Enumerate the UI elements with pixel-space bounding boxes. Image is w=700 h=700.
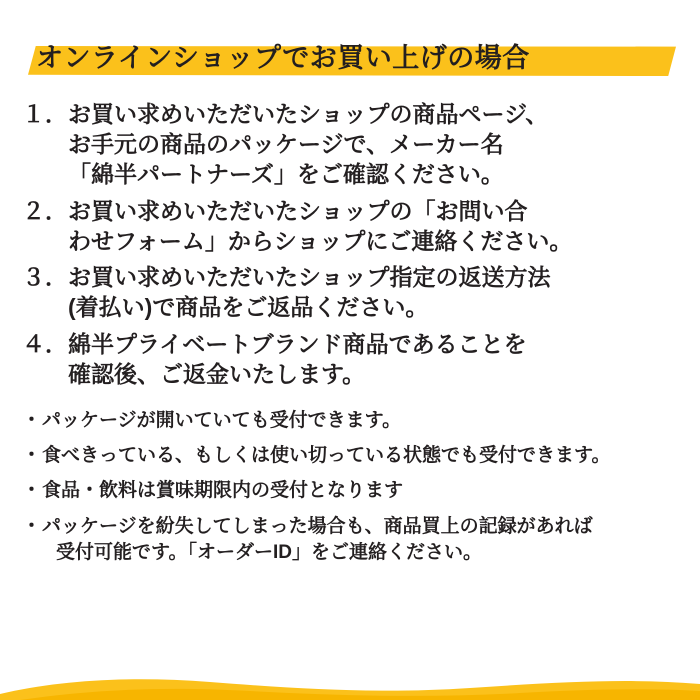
bullet-marker: ・ — [22, 515, 42, 537]
note-line: 受付可能です。「オーダーID」をご連絡ください。 — [56, 541, 482, 563]
step-line: お買い求めいただいたショップの「お問い合 — [68, 197, 528, 224]
step-number: ２． — [22, 197, 68, 224]
notes-list — [22, 408, 678, 566]
step-body — [68, 197, 678, 257]
step-body — [68, 100, 678, 190]
note-body — [42, 408, 678, 434]
list-item — [22, 197, 678, 257]
step-line: お買い求めいただいたショップ指定の返送方法 — [68, 264, 551, 291]
list-item — [22, 514, 678, 566]
bullet-marker: ・ — [22, 410, 42, 432]
step-line: 「綿半パートナーズ」をご確認ください。 — [68, 160, 504, 187]
step-number: １． — [22, 101, 68, 127]
bullet-marker: ・ — [22, 480, 42, 502]
list-item — [22, 100, 678, 190]
page-title — [22, 30, 678, 86]
step-line: お手元の商品のパッケージで、メーカー名 — [68, 130, 504, 157]
step-line: 綿半プライベートブランド商品であることを — [68, 331, 527, 358]
note-body — [42, 478, 678, 504]
step-line: 確認後、ご返金いたします。 — [68, 361, 366, 388]
step-number: ４． — [22, 331, 68, 358]
heading-text: オンラインショップでお買い上げの場合 — [36, 43, 530, 73]
list-item — [22, 443, 678, 469]
list-item — [22, 263, 678, 323]
step-line: お買い求めいただいたショップの商品ページ、 — [68, 101, 549, 127]
step-body — [68, 263, 678, 323]
bullet-marker: ・ — [22, 445, 42, 467]
bottom-brush-stroke — [0, 664, 700, 700]
step-body — [68, 330, 678, 390]
note-body — [42, 443, 678, 469]
step-line: わせフォーム」からショップにご連絡ください。 — [68, 227, 573, 254]
list-item — [22, 408, 678, 434]
step-line: (着払い)で商品をご返品ください。 — [68, 294, 429, 321]
step-number: ３． — [22, 264, 68, 291]
list-item — [22, 330, 678, 390]
numbered-steps-list — [22, 100, 678, 390]
note-body — [42, 514, 678, 566]
note-line: 食品・飲料は賞味期限内の受付となります — [42, 480, 404, 502]
note-line: 食べきっている、もしくは使い切っている状態でも受付できます。 — [42, 445, 611, 467]
note-line: パッケージを紛失してしまった場合も、商品買上の記録があれば — [42, 515, 593, 537]
list-item — [22, 478, 678, 504]
note-line: パッケージが開いていても受付できます。 — [42, 410, 402, 432]
